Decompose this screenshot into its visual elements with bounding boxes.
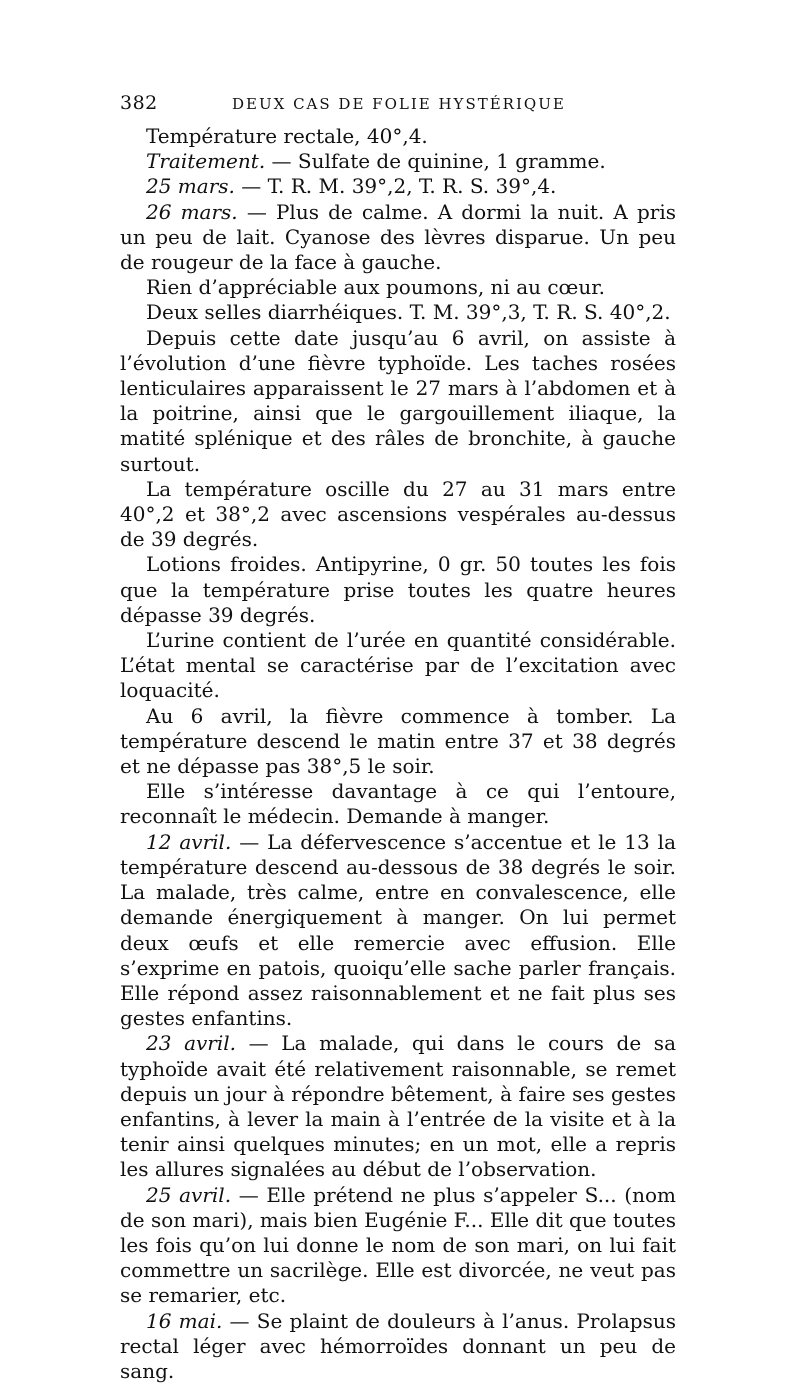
paragraph: Depuis cette date jusqu’au 6 avril, on assiste à l’évolution d’une fièvre typhoïde. Les taches rosées lenticulaires apparaissent le 27 mars à l’abdomen et à la poitrine, ainsi que le gargouillement iliaque, la matité splénique et des râles de bronchite, à gauche surtout. <box>120 325 676 476</box>
paragraph: 26 mars. — Plus de calme. A dormi la nuit. A pris un peu de lait. Cyanose des lèvres disparue. Un peu de rougeur de la face à gauche. <box>120 199 676 275</box>
paragraph: Traitement. — Sulfate de quinine, 1 gramme. <box>146 149 606 174</box>
paragraph: 12 avril. — La défervescence s’accentue et le 13 la température descend au-dessous de 38 degrés le soir. La malade, très calme, entre en convalescence, elle demande énergiquement à manger. On lui permet deux œufs et elle remercie avec effusion. Elle s’exprime en patois, quoiqu’elle sache parler français. Elle répond assez raisonnablement et ne fait plus ses gestes enfantins. <box>120 829 676 1031</box>
running-title: DEUX CAS DE FOLIE HYSTÉRIQUE <box>232 95 566 113</box>
paragraph: 16 mai. — Se plaint de douleurs à l’anus. Prolapsus rectal léger avec hémorroïdes donnant un peu de sang. <box>120 1308 676 1383</box>
paragraph: L’urine contient de l’urée en quantité considérable. L’état mental se caractérise par de l’excitation avec loquacité. <box>120 628 676 703</box>
paragraph: 23 avril. — La malade, qui dans le cours de sa typhoïde avait été relativement raisonnable, se remet depuis un jour à répondre bêtement, à faire ses gestes enfantins, à lever la main à l’entrée de la visite et à la tenir ainsi quelques minutes; en un mot, elle a repris les allures signalées au début de l’observation. <box>120 1031 676 1182</box>
paragraph: La température oscille du 27 au 31 mars entre 40°,2 et 38°,2 avec ascensions vespérales au-dessus de 39 degrés. <box>120 476 676 552</box>
paragraph: Deux selles diarrhéiques. T. M. 39°,3, T. R. S. 40°,2. <box>146 300 671 325</box>
page-header <box>120 92 680 116</box>
paragraph: Lotions froides. Antipyrine, 0 gr. 50 toutes les fois que la température prise toutes les quatre heures dépasse 39 degrés. <box>120 552 676 627</box>
page-number: 382 <box>120 92 158 114</box>
paragraph: Au 6 avril, la fièvre commence à tomber. La température descend le matin entre 37 et 38 degrés et ne dépasse pas 38°,5 le soir. <box>120 703 676 779</box>
paragraph: Rien d’appréciable aux poumons, ni au cœur. <box>146 275 605 300</box>
paragraph: 25 avril. — Elle prétend ne plus s’appeler S... (nom de son mari), mais bien Eugénie F... Elle dit que toutes les fois qu’on lui donne le nom de son mari, on lui fait commettre un sacrilège. Elle est divorcée, ne veut pas se remarier, etc. <box>120 1182 677 1308</box>
paragraph: Température rectale, 40°,4. <box>146 124 428 148</box>
paragraph: 25 mars. — T. R. M. 39°,2, T. R. S. 39°,4. <box>146 174 557 199</box>
paragraph: Elle s’intéresse davantage à ce qui l’entoure, reconnaît le médecin. Demande à manger. <box>120 779 676 829</box>
body-text <box>120 124 676 1384</box>
